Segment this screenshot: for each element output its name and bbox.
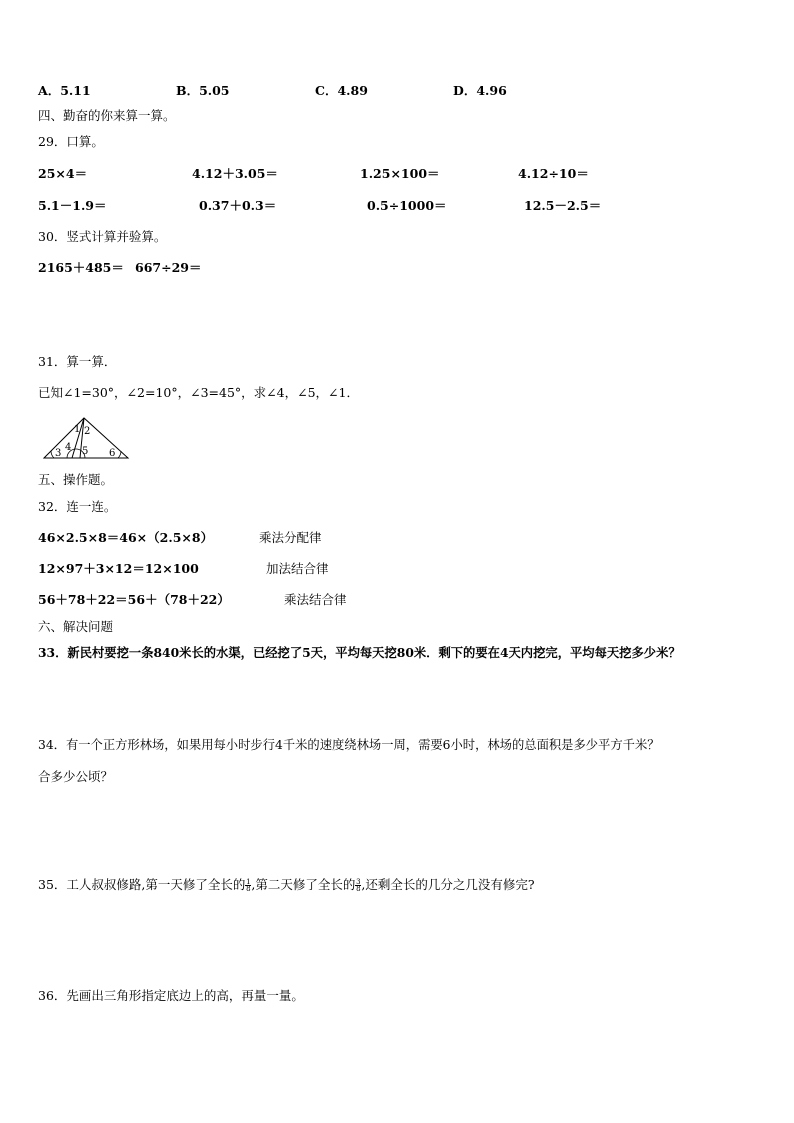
angle-label: 4 [65, 442, 72, 453]
q29-label: 29．口算。 [38, 134, 104, 149]
option-b: B．5.05 [176, 83, 230, 98]
section-4-title: 四、勤奋的你来算一算。 [38, 108, 176, 123]
q31-label: 31．算一算． [38, 354, 117, 369]
option-d: D．4.96 [453, 83, 507, 98]
q29-item: 0.5÷1000＝ [367, 198, 447, 213]
angle-label: 5 [82, 446, 89, 457]
q31-given: 已知∠1=30°，∠2=10°，∠3=45°，求∠4，∠5，∠1． [38, 385, 359, 400]
angle-label: 2 [84, 426, 91, 437]
q36-text: 36．先画出三角形指定底边上的高，再量一量。 [38, 988, 304, 1003]
fraction-three-eighths: $\frac{3}{8}$ [356, 878, 361, 893]
triangle-figure [40, 414, 132, 462]
option-a: A．5.11 [38, 83, 91, 98]
option-c: C．4.89 [315, 83, 368, 98]
section-5-title: 五、操作题。 [38, 472, 114, 487]
q32-law: 加法结合律 [266, 561, 329, 576]
q29-item: 4.12＋3.05＝ [192, 166, 278, 181]
q29-item: 0.37＋0.3＝ [199, 198, 277, 213]
q29-item: 1.25×100＝ [360, 166, 440, 181]
q34-line-1: 34．有一个正方形林场，如果用每小时步行4千米的速度绕林场一周，需要6小时，林场的总面积是多少平方千米？ [38, 738, 660, 752]
q29-item: 25×4＝ [38, 166, 88, 181]
q32-equation: 56＋78＋22＝56＋（78＋22） [38, 592, 230, 607]
q35-part-1: 35．工人叔叔修路,第一天修了全长的 [38, 877, 246, 892]
angle-label: 3 [55, 448, 62, 459]
q35-text [38, 877, 535, 893]
q33-text: 33．新民村要挖一条840米长的水渠，已经挖了5天，平均每天挖80米．剩下的要在4天内挖完，平均每天挖多少米？ [38, 645, 681, 660]
q35-part-2: ,第二天修了全长的 [251, 877, 356, 892]
q29-item: 5.1－1.9＝ [38, 198, 107, 213]
angle-3-arc [51, 451, 54, 458]
angle-label: 6 [109, 448, 116, 459]
q30-label: 30．竖式计算并验算。 [38, 229, 167, 244]
q30-item: 667÷29＝ [135, 260, 202, 275]
q32-law: 乘法结合律 [284, 592, 347, 607]
q35-part-3: ,还剩全长的几分之几没有修完? [361, 877, 535, 892]
angle-label: 1 [74, 424, 81, 435]
q34-line-2: 合多少公顷？ [38, 769, 114, 784]
q29-item: 12.5－2.5＝ [524, 198, 602, 213]
q32-law: 乘法分配律 [259, 530, 322, 545]
q32-label: 32．连一连。 [38, 499, 117, 514]
q29-item: 4.12÷10＝ [518, 166, 589, 181]
q30-item: 2165＋485＝ [38, 260, 124, 275]
q32-equation: 46×2.5×8＝46×（2.5×8） [38, 530, 214, 545]
q32-equation: 12×97＋3×12＝12×100 [38, 561, 199, 576]
fraction-one-eighth: $\frac{1}{8}$ [246, 878, 251, 893]
angle-6-arc [118, 451, 121, 458]
section-6-title: 六、解决问题 [38, 619, 114, 634]
